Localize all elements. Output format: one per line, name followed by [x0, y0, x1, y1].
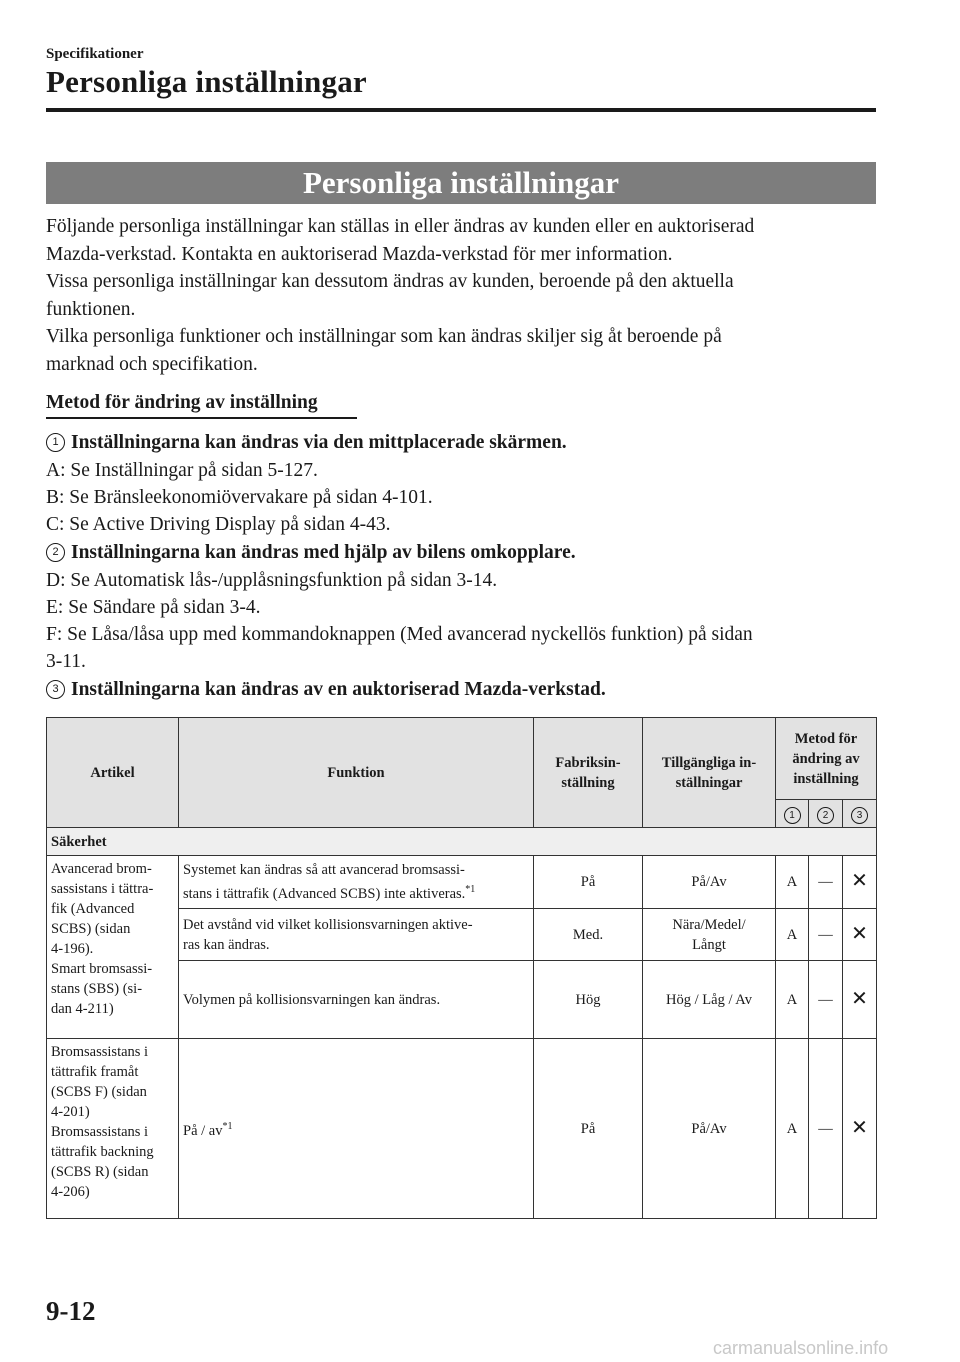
method-2-cell: —	[809, 909, 843, 961]
method-1-cell: A	[776, 961, 809, 1039]
category-row: Säkerhet	[47, 828, 877, 856]
page-number: 9-12	[46, 1296, 96, 1326]
circled-number-2: 2	[817, 807, 834, 824]
method-1-line: A: Se Inställningar på sidan 5-127.	[46, 460, 318, 481]
factory-cell: Hög	[534, 961, 643, 1039]
method-2-text: Inställningarna kan ändras med hjälp av bilens omkopplare.	[71, 542, 576, 563]
function-cell	[179, 909, 534, 961]
method-2-cell: —	[809, 856, 843, 909]
method-3-cell	[843, 909, 877, 961]
function-cell	[179, 961, 534, 1039]
function-text: Det avstånd vid vilket kollisionsvarningen aktive- ras kan ändras.	[183, 916, 473, 953]
circled-number-3: 3	[851, 807, 868, 824]
method-1-line: C: Se Active Driving Display på sidan 4-43.	[46, 514, 391, 535]
method-1-heading	[46, 432, 567, 454]
method-3-cell	[843, 856, 877, 909]
intro-line: Vilka personliga funktioner och inställningar som kan ändras skiljer sig åt beroende på	[46, 326, 722, 347]
factory-cell: På	[534, 1039, 643, 1219]
method-2-line: 3-11.	[46, 651, 86, 672]
method-2-heading	[46, 542, 576, 564]
cross-icon: ✕	[851, 1116, 868, 1139]
function-cell	[179, 856, 534, 909]
cross-icon: ✕	[851, 922, 868, 945]
circled-number-1: 1	[784, 807, 801, 824]
function-text: På / av	[183, 1122, 223, 1139]
function-text: Volymen på kollisionsvarningen kan ändras.	[183, 991, 441, 1008]
title-rule	[46, 108, 876, 112]
method-1-line: B: Se Bränsleekonomiövervakare på sidan 4-101.	[46, 487, 433, 508]
factory-cell: På	[534, 856, 643, 909]
header-metod: Metod för ändring av inställning	[776, 718, 877, 800]
header-method-2	[809, 800, 843, 828]
intro-line: marknad och specifikation.	[46, 354, 258, 375]
circled-number-1: 1	[46, 433, 65, 452]
intro-line: Mazda-verkstad. Kontakta en auktoriserad Mazda-verkstad för mer information.	[46, 244, 673, 265]
method-1-cell: A	[776, 909, 809, 961]
header-artikel: Artikel	[47, 718, 179, 828]
method-3-heading	[46, 679, 606, 701]
breadcrumb: Specifikationer	[46, 46, 144, 62]
available-cell: Hög / Låg / Av	[643, 961, 776, 1039]
page-title: Personliga inställningar	[46, 64, 367, 99]
method-2-line: E: Se Sändare på sidan 3-4.	[46, 597, 261, 618]
item-cell: Bromsassistans i tättrafik framåt (SCBS F) (sidan 4-201) Bromsassistans i tättrafik backning (SCBS R) (sidan 4-206)	[47, 1039, 179, 1219]
header-tillgangliga: Tillgängliga in- ställningar	[643, 718, 776, 828]
header-fabriksinstallning: Fabriksin- ställning	[534, 718, 643, 828]
item-cell: Avancerad brom- sassistans i tättra- fik (Advanced SCBS) (sidan 4-196). Smart bromsassi- stans (SBS) (si- dan 4-211)	[47, 856, 179, 1039]
circled-number-2: 2	[46, 543, 65, 562]
method-3-cell	[843, 961, 877, 1039]
method-1-cell: A	[776, 856, 809, 909]
section-banner: Personliga inställningar	[46, 162, 876, 204]
intro-line: Vissa personliga inställningar kan dessutom ändras av kunden, beroende på den aktuella	[46, 271, 734, 292]
available-cell: Nära/Medel/ Långt	[643, 909, 776, 961]
intro-line: funktionen.	[46, 299, 136, 320]
available-cell: På/Av	[643, 856, 776, 909]
cross-icon: ✕	[851, 870, 868, 892]
header-method-1	[776, 800, 809, 828]
circled-number-3: 3	[46, 680, 65, 699]
header-method-3	[843, 800, 877, 828]
method-1-text: Inställningarna kan ändras via den mittplacerade skärmen.	[71, 432, 567, 453]
header-funktion: Funktion	[179, 718, 534, 828]
method-3-text: Inställningarna kan ändras av en auktoriserad Mazda-verkstad.	[71, 679, 606, 700]
function-cell	[179, 1039, 534, 1219]
method-2-line: D: Se Automatisk lås-/upplåsningsfunktion på sidan 3-14.	[46, 570, 498, 591]
intro-line: Följande personliga inställningar kan ställas in eller ändras av kunden eller en auktoriserad	[46, 216, 755, 237]
cross-icon: ✕	[851, 987, 868, 1010]
function-text: Systemet kan ändras så att avancerad bromsassi- stans i tättrafik (Advanced SCBS) inte aktiveras.	[183, 862, 466, 902]
footnote-mark: *1	[465, 884, 476, 896]
watermark: carmanualsonline.info	[713, 1338, 889, 1358]
factory-cell: Med.	[534, 909, 643, 961]
settings-table	[46, 717, 877, 1219]
footnote-mark: *1	[222, 1120, 233, 1132]
method-1-cell: A	[776, 1039, 809, 1219]
method-3-cell	[843, 1039, 877, 1219]
method-heading-underline	[46, 417, 357, 419]
method-heading: Metod för ändring av inställning	[46, 392, 318, 413]
method-2-cell: —	[809, 961, 843, 1039]
method-2-cell: —	[809, 1039, 843, 1219]
method-2-line: F: Se Låsa/låsa upp med kommandoknappen (Med avancerad nyckellös funktion) på sidan	[46, 624, 753, 645]
available-cell: På/Av	[643, 1039, 776, 1219]
